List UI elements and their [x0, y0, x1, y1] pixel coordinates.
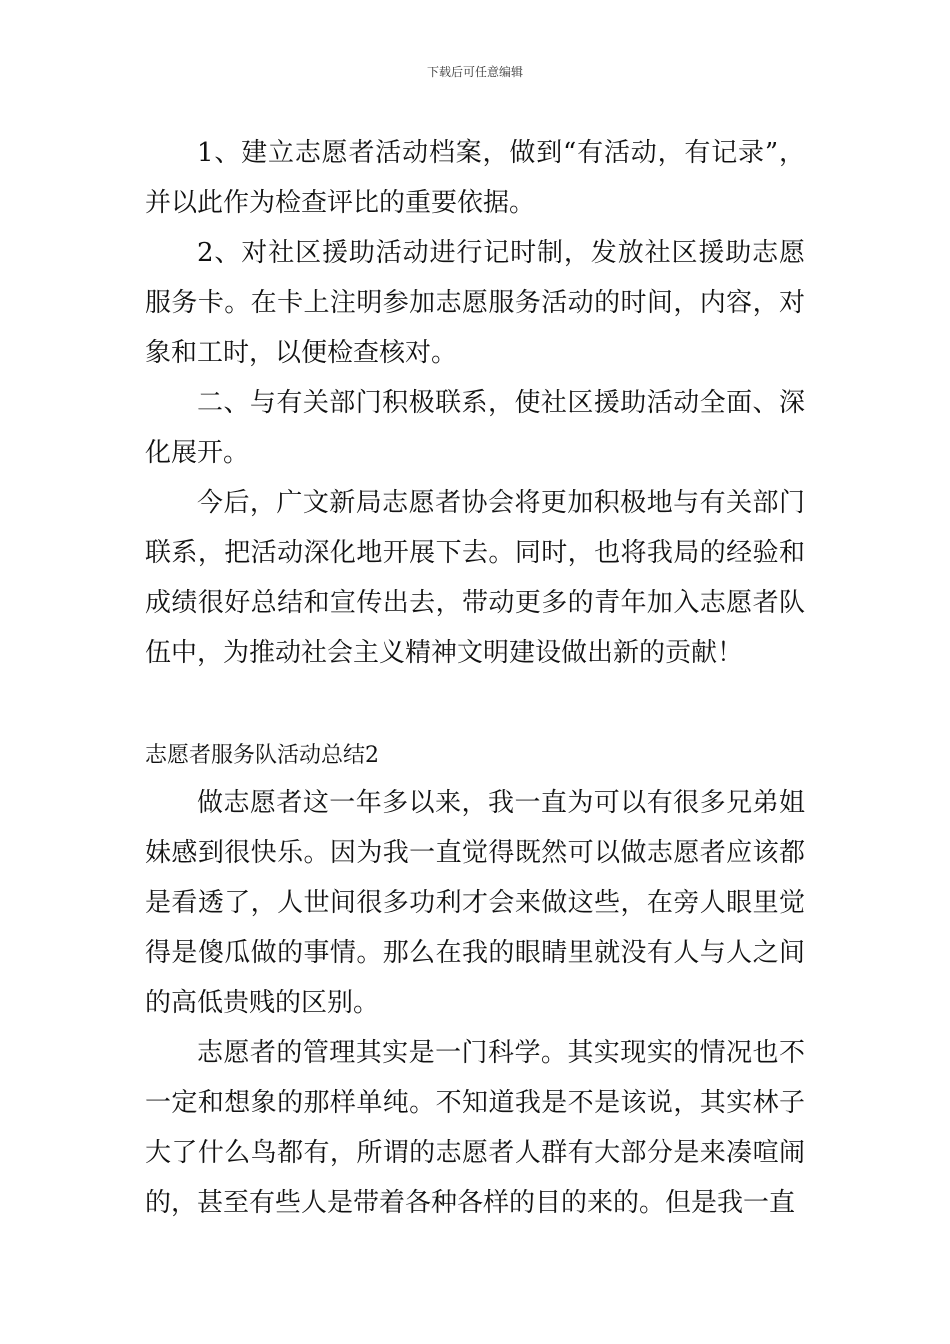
- paragraph-contact-departments: 二、与有关部门积极联系，使社区援助活动全面、深化展开。: [145, 388, 805, 468]
- section-title: 志愿者服务队活动总结2: [145, 743, 379, 768]
- paragraph-volunteer-management: 志愿者的管理其实是一门科学。其实现实的情况也不一定和想象的那样单纯。不知道我是不是该说，其实林子大了什么鸟都有，所谓的志愿者人群有大部分是来凑喧闹的，甚至有些人是带着各种各样的目的来的。但是我一直: [145, 1038, 805, 1218]
- document-body: [145, 128, 805, 1228]
- paragraph-volunteer-year: 做志愿者这一年多以来，我一直为可以有很多兄弟姐妹感到很快乐。因为我一直觉得既然可以做志愿者应该都是看透了，人世间很多功利才会来做这些，在旁人眼里觉得是傻瓜做的事情。那么在我的眼睛里就没有人与人之间的高低贵贱的区别。: [145, 788, 805, 1018]
- paragraph-future: 今后，广文新局志愿者协会将更加积极地与有关部门联系，把活动深化地开展下去。同时，也将我局的经验和成绩很好总结和宣传出去，带动更多的青年加入志愿者队伍中，为推动社会主义精神文明建设做出新的贡献！: [145, 488, 805, 668]
- paragraph-archive: 1、建立志愿者活动档案，做到“有活动，有记录”，并以此作为检查评比的重要依据。: [145, 138, 805, 218]
- section-gap: [145, 678, 805, 734]
- page-header: 下载后可任意编辑: [426, 65, 523, 79]
- paragraph-time-record: 2、对社区援助活动进行记时制，发放社区援助志愿服务卡。在卡上注明参加志愿服务活动的时间，内容，对象和工时，以便检查核对。: [145, 238, 805, 368]
